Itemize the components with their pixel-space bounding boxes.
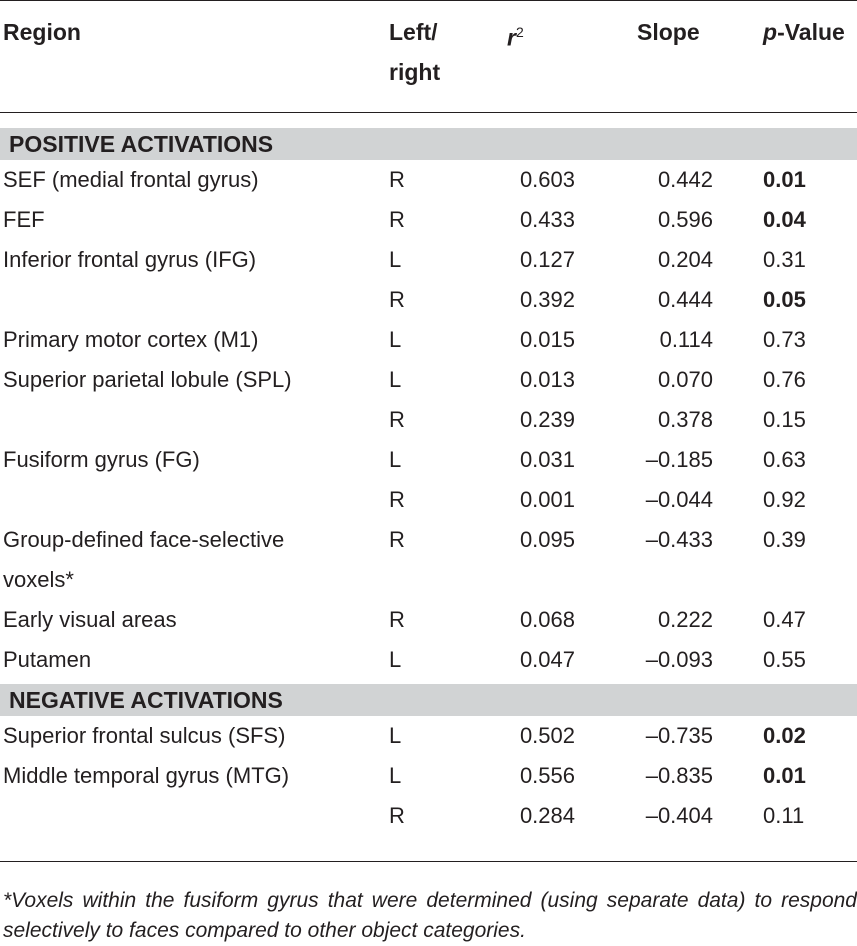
- header-p-italic: p: [763, 19, 778, 45]
- cell-side: L: [389, 447, 402, 472]
- section-header: [0, 684, 857, 716]
- cell-pvalue: 0.31: [763, 247, 806, 272]
- cell-side: R: [389, 167, 405, 192]
- header-r2: [507, 12, 524, 58]
- cell-r2: 0.502: [519, 723, 575, 748]
- cell-pvalue: 0.05: [763, 287, 806, 312]
- cell-r2: 0.031: [519, 447, 575, 472]
- cell-pvalue: 0.15: [763, 407, 806, 432]
- top-rule: [0, 0, 857, 1]
- table-row: [0, 160, 857, 200]
- cell-side: L: [389, 647, 402, 672]
- section-title: POSITIVE ACTIVATIONS: [9, 131, 274, 157]
- cell-r2: 0.556: [519, 763, 575, 788]
- footnote: *Voxels within the fusiform gyrus that were determined (using separate data) to respond selectively to faces compared to other object categories.: [3, 889, 857, 942]
- cell-slope: –0.044: [645, 487, 713, 512]
- cell-region: Early visual areas: [3, 607, 177, 632]
- cell-r2: 0.127: [519, 247, 575, 272]
- table-row: [0, 280, 857, 320]
- cell-side: L: [389, 247, 402, 272]
- cell-r2: 0.239: [519, 407, 575, 432]
- cell-r2: 0.068: [519, 607, 575, 632]
- cell-pvalue: 0.04: [763, 207, 806, 232]
- section-header: [0, 128, 857, 160]
- cell-side: R: [389, 487, 405, 512]
- cell-r2: 0.095: [519, 527, 575, 552]
- cell-region: Middle temporal gyrus (MTG): [3, 763, 290, 788]
- cell-side: R: [389, 207, 405, 232]
- table-row: [0, 560, 857, 600]
- table-row: [0, 480, 857, 520]
- cell-region: Fusiform gyrus (FG): [3, 447, 200, 472]
- cell-region: Inferior frontal gyrus (IFG): [3, 247, 257, 272]
- header-p-rest: -Value: [777, 19, 845, 45]
- header-side-line2: right: [389, 59, 441, 85]
- cell-slope: 0.596: [657, 207, 713, 232]
- table-row: [0, 200, 857, 240]
- cell-slope: –0.433: [645, 527, 713, 552]
- cell-slope: 0.444: [657, 287, 713, 312]
- cell-pvalue: 0.73: [763, 327, 806, 352]
- table-row: [0, 600, 857, 640]
- header-rule: [0, 112, 857, 113]
- cell-region: FEF: [3, 207, 45, 232]
- cell-region: Putamen: [3, 647, 92, 672]
- cell-side: R: [389, 607, 405, 632]
- cell-slope: 0.222: [657, 607, 713, 632]
- cell-side: R: [389, 287, 405, 312]
- table-row: [0, 716, 857, 756]
- cell-side: L: [389, 763, 402, 788]
- cell-pvalue: 0.63: [763, 447, 806, 472]
- cell-pvalue: 0.02: [763, 723, 806, 748]
- table-row: [0, 796, 857, 836]
- cell-r2: 0.013: [519, 367, 575, 392]
- cell-side: L: [389, 723, 402, 748]
- cell-region: voxels*: [3, 567, 74, 592]
- table-row: [0, 640, 857, 680]
- cell-pvalue: 0.01: [763, 763, 806, 788]
- cell-pvalue: 0.55: [763, 647, 806, 672]
- cell-side: R: [389, 803, 405, 828]
- cell-side: L: [389, 367, 402, 392]
- cell-pvalue: 0.01: [763, 167, 806, 192]
- header-pvalue: [763, 12, 845, 52]
- cell-region: SEF (medial frontal gyrus): [3, 167, 259, 192]
- cell-slope: –0.093: [645, 647, 713, 672]
- cell-r2: 0.047: [519, 647, 575, 672]
- cell-slope: –0.835: [645, 763, 713, 788]
- cell-slope: 0.114: [659, 327, 713, 352]
- cell-slope: –0.404: [645, 803, 713, 828]
- header-region: Region: [3, 19, 81, 45]
- cell-slope: 0.378: [657, 407, 713, 432]
- cell-pvalue: 0.39: [763, 527, 806, 552]
- cell-slope: 0.070: [657, 367, 713, 392]
- cell-r2: 0.433: [519, 207, 575, 232]
- table-row: [0, 520, 857, 560]
- header-slope: Slope: [637, 19, 700, 45]
- cell-pvalue: 0.11: [763, 803, 805, 828]
- cell-slope: 0.442: [657, 167, 713, 192]
- bottom-rule: [0, 861, 857, 862]
- cell-r2: 0.015: [519, 327, 575, 352]
- header-side-line1: Left/: [389, 19, 438, 45]
- cell-pvalue: 0.47: [763, 607, 806, 632]
- header-r2-base: r: [507, 24, 516, 51]
- table-row: [0, 320, 857, 360]
- cell-slope: 0.204: [657, 247, 713, 272]
- cell-r2: 0.603: [519, 167, 575, 192]
- cell-slope: –0.735: [645, 723, 713, 748]
- cell-r2: 0.284: [519, 803, 575, 828]
- table-row: [0, 240, 857, 280]
- cell-r2: 0.001: [519, 487, 575, 512]
- cell-region: Group-defined face-selective: [3, 527, 285, 552]
- cell-pvalue: 0.76: [763, 367, 806, 392]
- header-side: [389, 12, 440, 92]
- table-row: [0, 756, 857, 796]
- cell-side: R: [389, 407, 405, 432]
- cell-slope: –0.185: [645, 447, 713, 472]
- table-row: [0, 400, 857, 440]
- cell-side: L: [389, 327, 402, 352]
- table-row: [0, 360, 857, 400]
- cell-pvalue: 0.92: [763, 487, 806, 512]
- section-title: NEGATIVE ACTIVATIONS: [9, 687, 283, 713]
- cell-region: Superior parietal lobule (SPL): [3, 367, 292, 392]
- cell-side: R: [389, 527, 405, 552]
- table-row: [0, 440, 857, 480]
- cell-region: Superior frontal sulcus (SFS): [3, 723, 286, 748]
- header-r2-sup: 2: [515, 24, 524, 40]
- cell-r2: 0.392: [519, 287, 575, 312]
- cell-region: Primary motor cortex (M1): [3, 327, 259, 352]
